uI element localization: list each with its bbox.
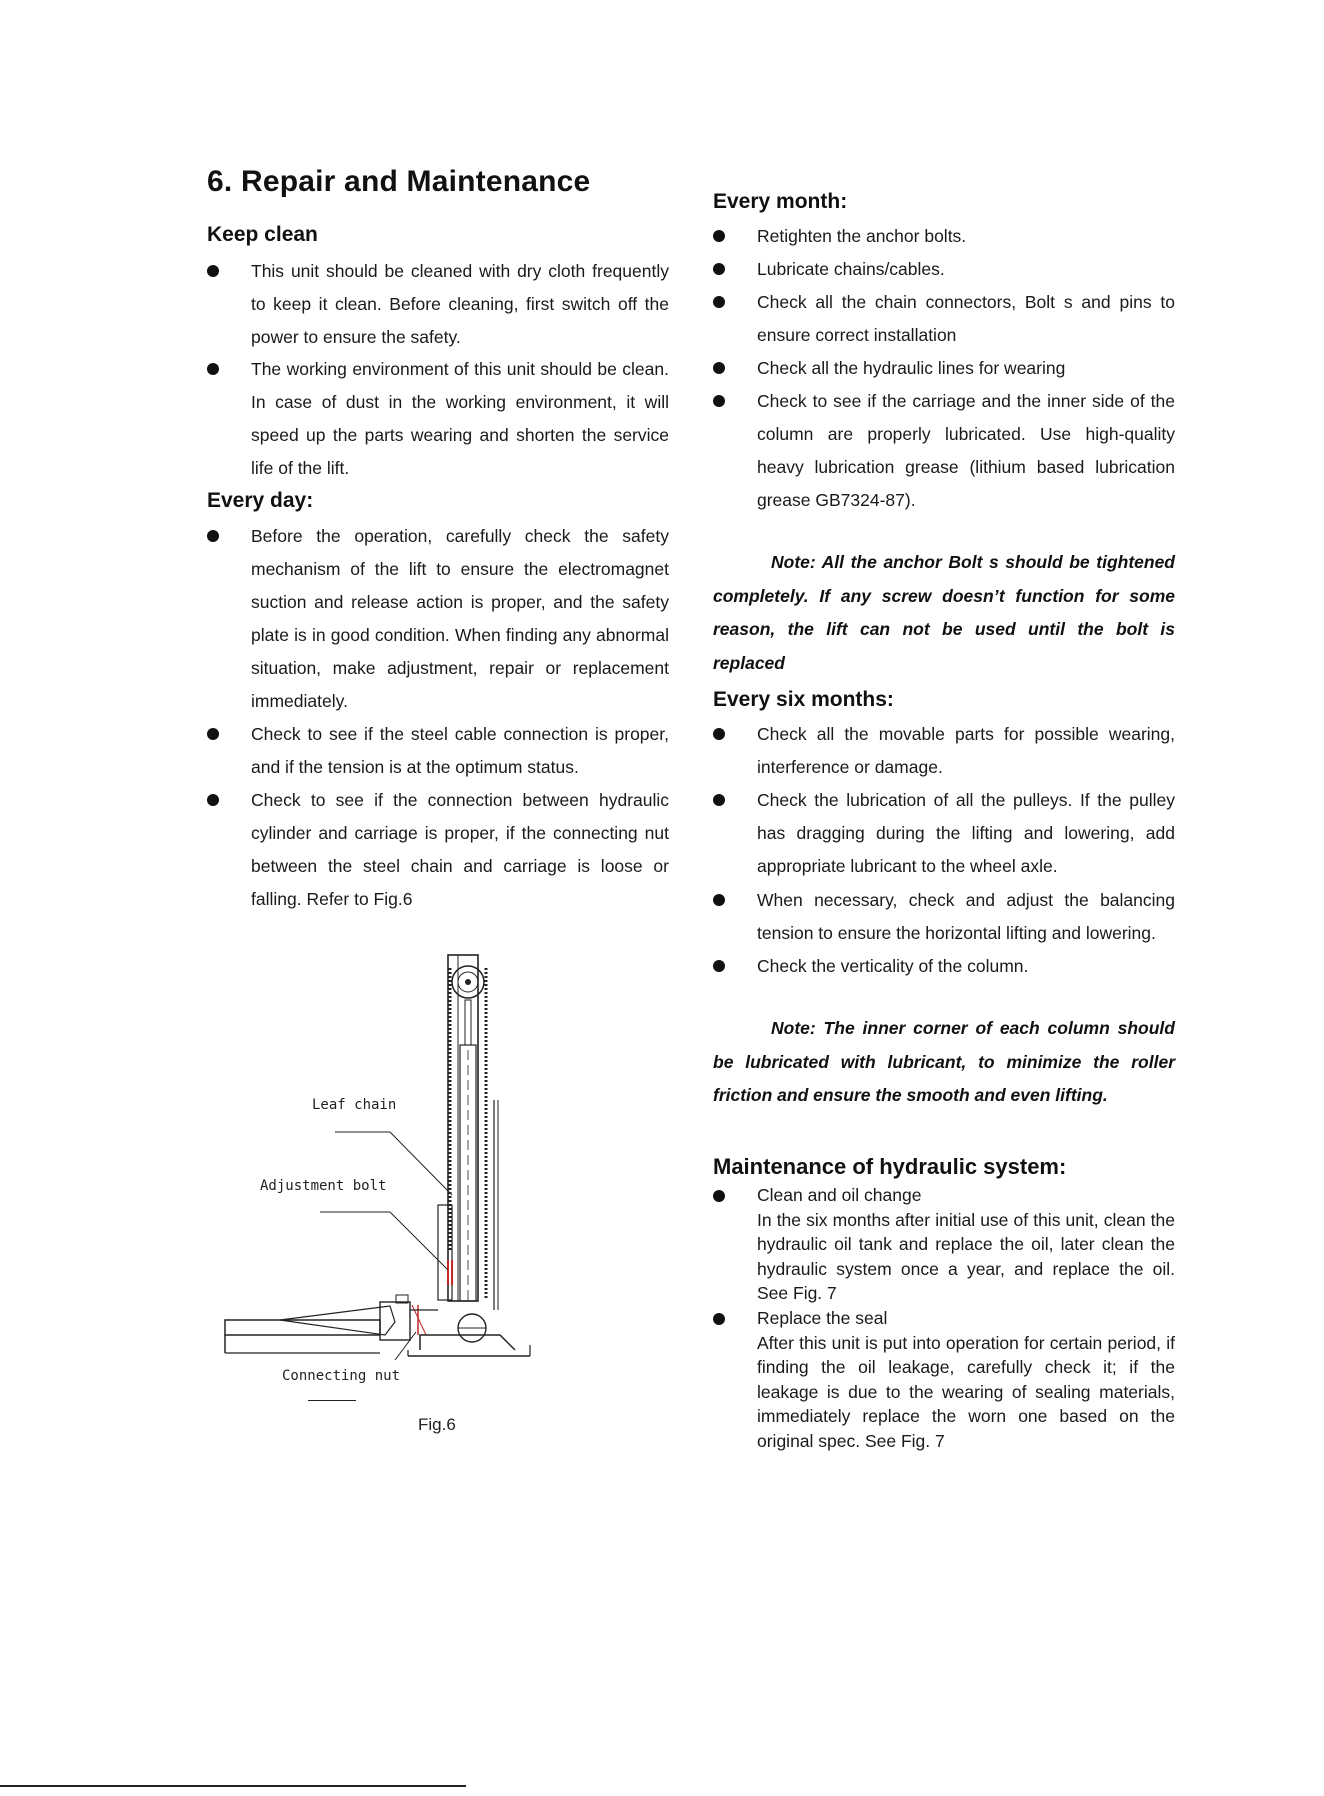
list-item-text: When necessary, check and adjust the balancing tension to ensure the horizontal lifting and lowering. — [757, 890, 1175, 943]
list-item-text: The working environment of this unit should be clean. In case of dust in the working environment, it will speed up the parts wearing and shorten the service life of the lift. — [251, 359, 669, 478]
bottom-divider — [0, 1785, 466, 1787]
list-item-text: Check the lubrication of all the pulleys. If the pulley has dragging during the lifting and lowering, add appropriate lubricant to the wheel axle. — [757, 790, 1175, 876]
list-item-text: Retighten the anchor bolts. — [757, 226, 967, 246]
connecting-nut-underline — [308, 1400, 356, 1401]
list-item-text: Before the operation, carefully check the safety mechanism of the lift to ensure the electromagnet suction and release action is proper, and the safety plate is in good condition. When finding any abnormal situation, make adjustment, repair or replacement immediately. — [251, 526, 669, 711]
list-item-text: Check all the movable parts for possible wearing, interference or damage. — [757, 724, 1175, 777]
list-item-text: Check the verticality of the column. — [757, 956, 1029, 976]
bullet-icon — [713, 1313, 725, 1325]
bullet-icon — [713, 794, 725, 806]
list-item-text: Check to see if the steel cable connection is proper, and if the tension is at the optimum status. — [251, 724, 669, 777]
list-item-text: Check to see if the connection between hydraulic cylinder and carriage is proper, if the connecting nut between the steel chain and carriage is loose or falling. Refer to Fig.6 — [251, 790, 669, 909]
bullet-icon — [713, 362, 725, 374]
hydraulic-heading: Maintenance of hydraulic system: — [713, 1154, 1067, 1179]
connecting-nut-label: Connecting nut — [282, 1368, 401, 1384]
page-title: 6. Repair and Maintenance — [207, 165, 591, 198]
leaf-chain-label: Leaf chain — [312, 1097, 397, 1113]
bullet-icon — [207, 530, 219, 542]
bullet-icon — [713, 728, 725, 740]
every-month-heading: Every month: — [713, 190, 848, 213]
list-item-text: Check all the chain connectors, Bolt s and pins to ensure correct installation — [757, 292, 1175, 345]
bullet-icon — [713, 960, 725, 972]
list-item-title: Replace the seal — [757, 1308, 888, 1328]
bullet-icon — [713, 230, 725, 242]
list-item-text: Lubricate chains/cables. — [757, 259, 945, 279]
adjustment-bolt-label: Adjustment bolt — [260, 1178, 387, 1194]
bullet-icon — [207, 265, 219, 277]
list-item-text: Check to see if the carriage and the inner side of the column are properly lubricated. Use high-quality heavy lubrication grease (lithium based lubrication grease GB7324-87). — [757, 391, 1175, 510]
every-day-heading: Every day: — [207, 489, 314, 512]
anchor-bolt-note: Note: All the anchor Bolt s should be tightened completely. If any screw doesn’t function for some reason, the lift can not be used until the bolt is replaced — [713, 552, 1175, 673]
list-item-text: Check all the hydraulic lines for wearing — [757, 358, 1066, 378]
lubrication-note: Note: The inner corner of each column should be lubricated with lubricant, to minimize the roller friction and ensure the smooth and even lifting. — [713, 1018, 1175, 1105]
bullet-icon — [713, 296, 725, 308]
list-item-text: After this unit is put into operation for certain period, if finding the oil leakage, carefully check it; if the leakage is due to the wearing of sealing materials, immediately replace the worn one based on the original spec. See Fig. 7 — [757, 1332, 1175, 1451]
list-item-text: This unit should be cleaned with dry cloth frequently to keep it clean. Before cleaning, first switch off the power to ensure the safety. — [251, 261, 669, 347]
bullet-icon — [207, 728, 219, 740]
list-item-text: In the six months after initial use of this unit, clean the hydraulic oil tank and replace the oil, later clean the hydraulic system once a year, and replace the oil. See Fig. 7 — [757, 1209, 1175, 1303]
bullet-icon — [713, 263, 725, 275]
figure-6 — [220, 950, 550, 1434]
lift-column-diagram — [220, 950, 550, 1360]
list-item-title: Clean and oil change — [757, 1185, 922, 1205]
bullet-icon — [207, 794, 219, 806]
every-six-months-heading: Every six months: — [713, 688, 894, 711]
bullet-icon — [713, 1190, 725, 1202]
figure-caption: Fig.6 — [418, 1415, 456, 1434]
bullet-icon — [713, 894, 725, 906]
keep-clean-heading: Keep clean — [207, 223, 318, 246]
bullet-icon — [713, 395, 725, 407]
bullet-icon — [207, 363, 219, 375]
